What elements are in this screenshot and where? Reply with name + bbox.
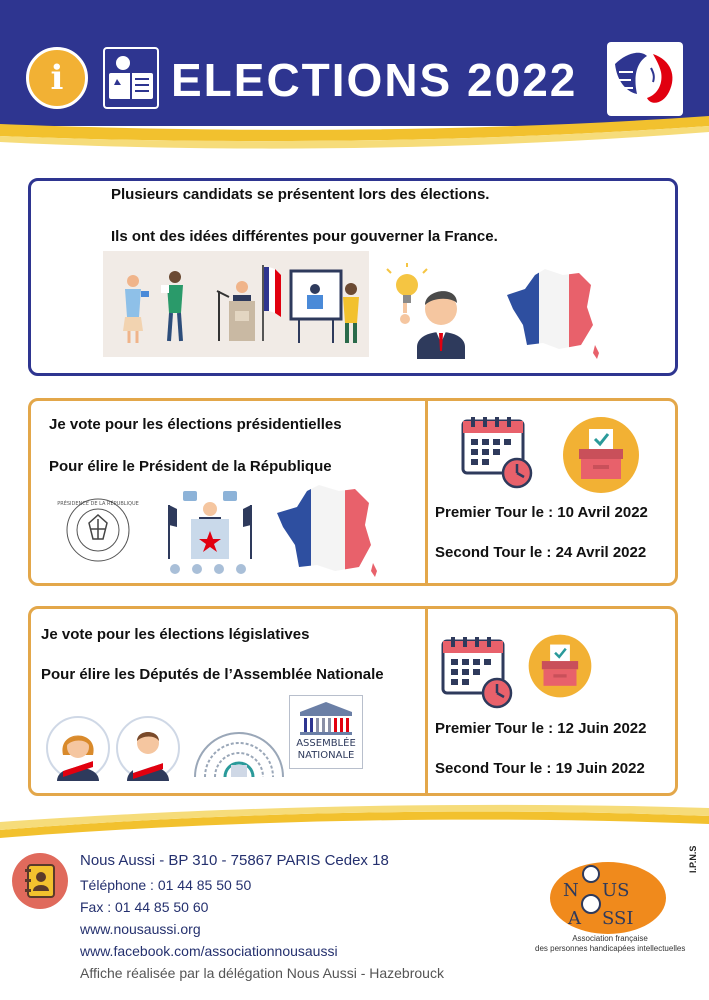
credit-line: Affiche réalisée par la délégation Nous Aussi - Hazebrouck: [80, 965, 444, 981]
calendar-clock-icon: [439, 633, 519, 713]
presidential-round-2: Second Tour le : 24 Avril 2022: [435, 544, 647, 561]
nous-aussi-logo: [548, 860, 668, 936]
legislative-round-1: Premier Tour le : 12 Juin 2022: [435, 720, 647, 737]
france-flag-map-icon: [275, 481, 385, 581]
facebook-link[interactable]: www.facebook.com/associationnousaussi: [80, 943, 338, 959]
france-flag-map-icon: [505, 265, 605, 361]
presidential-box: [28, 398, 678, 586]
ballot-box-icon: [561, 415, 641, 495]
ballot-box-icon: [527, 633, 593, 699]
idea-person-icon: [385, 263, 475, 359]
intro-box: [28, 178, 678, 376]
footer-wave-decoration: [0, 800, 709, 840]
phone-number: Téléphone : 01 44 85 50 50: [80, 877, 252, 893]
legislative-divider: [425, 609, 428, 793]
legislative-round-2: Second Tour le : 19 Juin 2022: [435, 760, 645, 777]
intro-line-1: Plusieurs candidats se présentent lors des élections.: [111, 186, 490, 203]
na-logo-n: N: [563, 880, 579, 901]
male-deputy-icon: [115, 715, 181, 781]
website-link[interactable]: www.nousaussi.org: [80, 921, 201, 937]
legislative-box: [28, 606, 678, 796]
address-book-icon: [12, 853, 68, 909]
president-podium-icon: [161, 485, 261, 581]
presidential-round-1: Premier Tour le : 10 Avril 2022: [435, 504, 648, 521]
intro-line-2: Ils ont des idées différentes pour gouverner la France.: [111, 228, 498, 245]
presidential-line-2: Pour élire le Président de la République: [49, 458, 332, 475]
female-deputy-icon: [45, 715, 111, 781]
seal-text: PRÉSIDENCE DE LA RÉPUBLIQUE: [57, 501, 139, 507]
presidency-seal-icon: [57, 495, 139, 565]
ipns-mark: I.P.N.S: [688, 845, 698, 873]
na-logo-ssi: SSI: [602, 908, 634, 929]
assemblee-nationale-logo: [289, 695, 363, 769]
fax-number: Fax : 01 44 85 50 60: [80, 899, 209, 915]
candidates-scene: [103, 251, 369, 357]
legislative-line-2: Pour élire les Députés de l’Assemblée Nationale: [41, 666, 384, 683]
hemicycle-icon: [191, 705, 287, 785]
page-title: ELECTIONS 2022: [171, 54, 578, 106]
org-address: Nous Aussi - BP 310 - 75867 PARIS Cedex 18: [80, 852, 389, 869]
na-logo-a: A: [568, 908, 581, 929]
assemblee-logo-line-2: NATIONALE: [297, 750, 355, 761]
assemblee-logo-line-1: ASSEMBLÉE: [296, 738, 356, 749]
header-banner: [0, 0, 709, 160]
easy-read-icon: [103, 47, 159, 109]
na-caption-2: des personnes handicapées intellectuelles: [535, 944, 686, 953]
info-icon: i: [26, 47, 88, 109]
calendar-clock-icon: [459, 413, 539, 493]
marianne-logo: [607, 42, 683, 116]
presidential-divider: [425, 401, 428, 583]
na-caption-1: Association française: [572, 934, 648, 943]
legislative-line-1: Je vote pour les élections législatives: [41, 626, 310, 643]
presidential-line-1: Je vote pour les élections présidentielles: [49, 416, 342, 433]
na-logo-us: US: [602, 880, 630, 901]
